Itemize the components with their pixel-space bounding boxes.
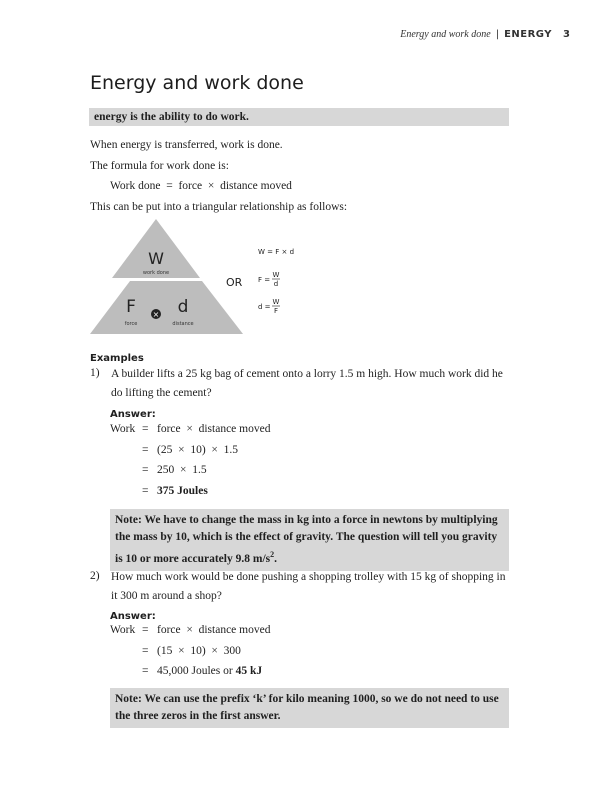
running-header-separator: | — [495, 29, 500, 40]
example-2-row-1-eq: = — [142, 624, 149, 636]
example-1-note — [110, 509, 509, 571]
example-1-row-1-left: Work — [110, 423, 136, 435]
equation-f-numerator: W — [272, 271, 280, 279]
example-1-row-2: (25 × 10) × 1.5 — [157, 444, 239, 456]
example-2-row-1-right: force × distance moved — [157, 624, 271, 636]
examples-heading: Examples — [90, 353, 144, 364]
intro-line-3: This can be put into a triangular relationship as follows: — [90, 201, 348, 213]
example-1-question: A builder lifts a 25 kg bag of cement onto a lorry 1.5 m high. How much work did he do lifting the cement? — [111, 368, 503, 399]
work-formula: Work done = force × distance moved — [110, 180, 292, 192]
work-triangle-diagram — [88, 218, 308, 338]
equation-f-lhs: F = — [258, 276, 271, 284]
example-1-row-3-eq: = — [142, 464, 149, 476]
example-1-row-1-right: force × distance moved — [157, 423, 271, 435]
example-2-row-2-eq: = — [142, 645, 149, 657]
example-2-row-2: (15 × 10) × 300 — [157, 645, 241, 657]
multiply-symbol: × — [152, 310, 160, 319]
triangle-left-letter: F — [126, 297, 136, 317]
example-1-answer-label: Answer: — [110, 409, 156, 420]
running-header-section: ENERGY — [504, 29, 553, 40]
example-1-row-3: 250 × 1.5 — [157, 464, 207, 476]
example-1-note-superscript: 2 — [270, 550, 275, 559]
equation-d-numerator: W — [272, 298, 280, 306]
equation-d-denominator: F — [273, 307, 279, 315]
triangle-left-caption: force — [124, 321, 138, 327]
triangle-top-caption: work done — [142, 270, 170, 276]
example-2-answer-value — [157, 665, 262, 677]
example-2-answer-plain: 45,000 Joules or — [157, 665, 236, 677]
triangle-right-letter: d — [177, 297, 189, 317]
definition-box: energy is the ability to do work. — [89, 108, 509, 126]
page-number: 3 — [563, 29, 570, 40]
equation-w: W = F × d — [258, 248, 295, 256]
example-1-note-end: . — [274, 552, 277, 565]
example-2-number: 2) — [90, 570, 100, 582]
example-1-row-2-eq: = — [142, 444, 149, 456]
page-title: Energy and work done — [90, 72, 304, 94]
example-2-note: Note: We can use the prefix ‘k’ for kilo meaning 1000, so we do not need to use the three zeros in the first answer. — [110, 688, 509, 728]
equation-d-lhs: d = — [258, 303, 271, 311]
example-1-number: 1) — [90, 367, 100, 379]
triangle-top-letter: W — [148, 249, 164, 268]
example-2-question: How much work would be done pushing a shopping trolley with 15 kg of shopping in it 300 m around a shop? — [111, 571, 506, 602]
example-1-answer-value: 375 Joules — [157, 485, 208, 497]
example-2-answer-label: Answer: — [110, 611, 156, 622]
intro-line-1: When energy is transferred, work is done. — [90, 139, 283, 151]
example-2-row-1-left: Work — [110, 624, 136, 636]
example-1-row-1-eq: = — [142, 423, 149, 435]
triangle-right-caption: distance — [172, 321, 194, 327]
example-2-answer-bold: 45 kJ — [235, 665, 263, 677]
example-1-row-4-eq: = — [142, 485, 149, 497]
or-label: OR — [226, 276, 243, 289]
equation-f-denominator: d — [273, 280, 279, 288]
running-header — [400, 29, 570, 40]
running-header-title: Energy and work done — [400, 29, 491, 40]
intro-line-2: The formula for work done is: — [90, 160, 229, 172]
example-1-note-text: Note: We have to change the mass in kg into a force in newtons by multiplying the mass by 10, which is the effect of gravity. The question will tell you gravity is 10 or more accurately 9.8 m/s — [115, 514, 498, 565]
example-2-row-3-eq: = — [142, 665, 149, 677]
